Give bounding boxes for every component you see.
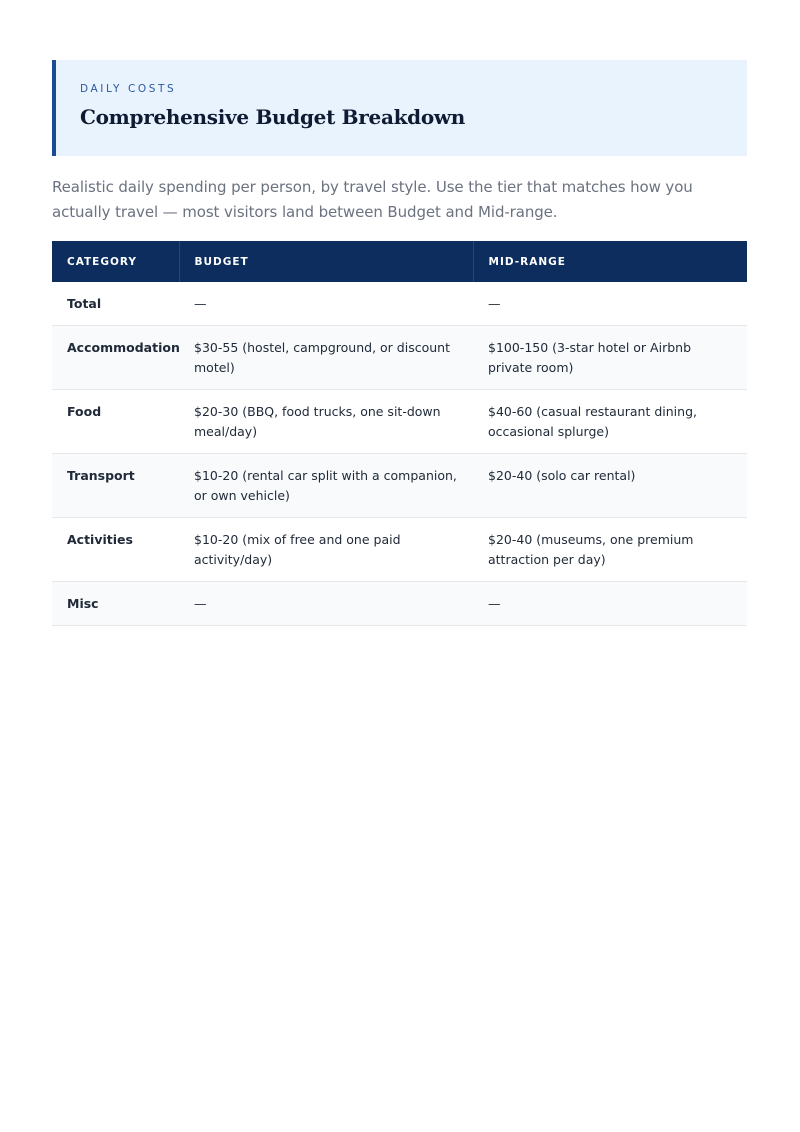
column-header-midrange: MID-RANGE (473, 241, 747, 282)
section-header (52, 60, 747, 156)
table-row (52, 518, 747, 582)
row-midrange: $100-150 (3-star hotel or Airbnb private room) (473, 326, 747, 390)
budget-table (52, 241, 747, 626)
table-row (52, 582, 747, 626)
row-midrange: — (473, 582, 747, 626)
row-category: Activities (52, 518, 179, 582)
row-category: Total (52, 282, 179, 326)
row-midrange: $40-60 (casual restaurant dining, occasional splurge) (473, 390, 747, 454)
row-budget: $30-55 (hostel, campground, or discount motel) (179, 326, 473, 390)
row-midrange: $20-40 (solo car rental) (473, 454, 747, 518)
table-row (52, 390, 747, 454)
column-header-budget: BUDGET (179, 241, 473, 282)
row-category: Food (52, 390, 179, 454)
row-budget: — (179, 582, 473, 626)
row-budget: $10-20 (rental car split with a companion, or own vehicle) (179, 454, 473, 518)
table-body (52, 282, 747, 626)
section-eyebrow: DAILY COSTS (80, 83, 177, 95)
row-midrange: $20-40 (museums, one premium attraction per day) (473, 518, 747, 582)
table-header-row (52, 241, 747, 282)
page-content (52, 60, 747, 626)
row-category: Transport (52, 454, 179, 518)
row-midrange: — (473, 282, 747, 326)
row-category: Misc (52, 582, 179, 626)
row-budget: $10-20 (mix of free and one paid activity/day) (179, 518, 473, 582)
page-title: Comprehensive Budget Breakdown (80, 105, 466, 129)
intro-paragraph: Realistic daily spending per person, by travel style. Use the tier that matches how you actually travel — most visitors land between Budget and Mid-range. (52, 178, 693, 221)
row-budget: $20-30 (BBQ, food trucks, one sit-down meal/day) (179, 390, 473, 454)
table-row (52, 326, 747, 390)
row-category: Accommodation (52, 326, 179, 390)
table-row (52, 282, 747, 326)
column-header-category: CATEGORY (52, 241, 179, 282)
row-budget: — (179, 282, 473, 326)
table-header (52, 241, 747, 282)
table-row (52, 454, 747, 518)
